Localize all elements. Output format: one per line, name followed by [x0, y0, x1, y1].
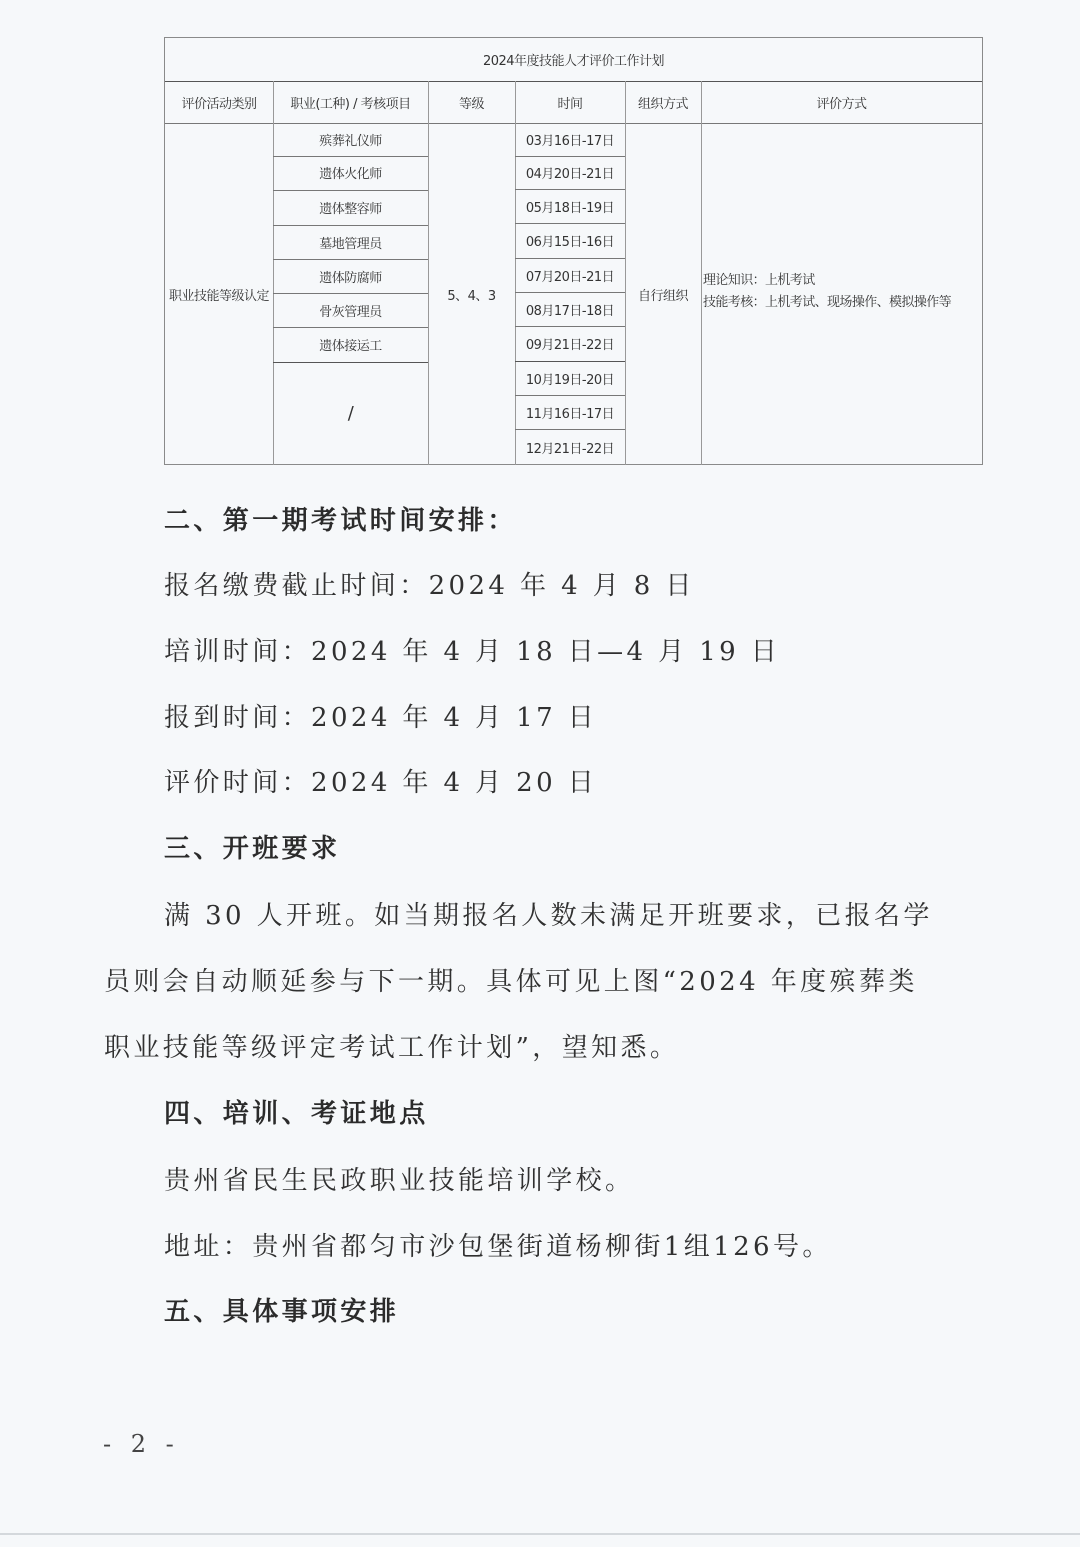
date-cell: 10月19日-20日	[525, 372, 615, 388]
date-cell: 06月15日-16日	[525, 235, 615, 250]
header-category: 评价活动类别	[181, 96, 257, 112]
header-level: 等级	[458, 96, 484, 112]
evaluation-theory: 理论知识：上机考试	[703, 273, 815, 288]
date-cell: 04月20日-21日	[525, 167, 615, 182]
check-in-time: 报到时间：2024 年 4 月 17 日	[164, 703, 598, 733]
date-cell: 12月21日-22日	[525, 441, 615, 457]
date-cell: 03月16日-17日	[525, 134, 615, 149]
evaluation-method-cell	[703, 270, 983, 314]
training-time: 培训时间：2024 年 4 月 18 日—4 月 19 日	[164, 637, 781, 667]
organization-cell: 自行组织	[637, 288, 688, 304]
occupation-blank-cell: /	[347, 403, 354, 424]
class-requirement-line1: 满 30 人开班。如当期报名人数未满足开班要求，已报名学	[164, 901, 933, 931]
date-cell: 08月17日-18日	[525, 303, 615, 319]
date-cell: 09月21日-22日	[525, 338, 615, 353]
occupation-cell: 墓地管理员	[319, 236, 382, 252]
class-requirement-line2: 员则会自动顺延参与下一期。具体可见上图“2024 年度殡葬类	[104, 967, 918, 997]
class-requirement-line3: 职业技能等级评定考试工作计划”，望知悉。	[104, 1033, 680, 1063]
school-name: 贵州省民生民政职业技能培训学校。	[164, 1166, 635, 1196]
section4-heading: 四、培训、考证地点	[164, 1099, 429, 1129]
section3-heading: 三、开班要求	[164, 834, 341, 864]
date-cell: 07月20日-21日	[525, 269, 615, 285]
evaluation-skill: 技能考核：上机考试、现场操作、模拟操作等	[703, 295, 952, 310]
school-address: 地址：贵州省都匀市沙包堡街道杨柳街1组126号。	[164, 1232, 832, 1262]
header-time: 时间	[557, 96, 583, 112]
section2-heading: 二、第一期考试时间安排：	[164, 506, 517, 536]
occupation-cell: 殡葬礼仪师	[319, 134, 382, 149]
category-cell: 职业技能等级认定	[168, 288, 269, 304]
section5-heading: 五、具体事项安排	[164, 1297, 400, 1327]
divider	[701, 81, 702, 465]
table-title: 2024年度技能人才评价工作计划	[482, 54, 665, 69]
header-organization: 组织方式	[637, 96, 688, 112]
header-evaluation: 评价方式	[816, 96, 867, 112]
occupation-cell: 遗体整容师	[319, 202, 382, 217]
level-cell: 5、4、3	[447, 288, 496, 304]
occupation-cell: 遗体防腐师	[319, 270, 382, 286]
registration-deadline: 报名缴费截止时间：2024 年 4 月 8 日	[164, 571, 695, 601]
page-number: - 2 -	[103, 1430, 180, 1458]
header-occupation: 职业(工种) / 考核项目	[290, 96, 411, 112]
page-edge-divider	[0, 1533, 1080, 1535]
occupation-cell: 遗体接运工	[319, 339, 382, 354]
date-cell: 05月18日-19日	[525, 200, 615, 216]
evaluation-time: 评价时间：2024 年 4 月 20 日	[164, 768, 598, 798]
evaluation-plan-table	[164, 37, 983, 465]
occupation-cell: 骨灰管理员	[319, 304, 382, 320]
date-cell: 11月16日-17日	[525, 406, 615, 422]
occupation-cell: 遗体火化师	[319, 167, 382, 182]
